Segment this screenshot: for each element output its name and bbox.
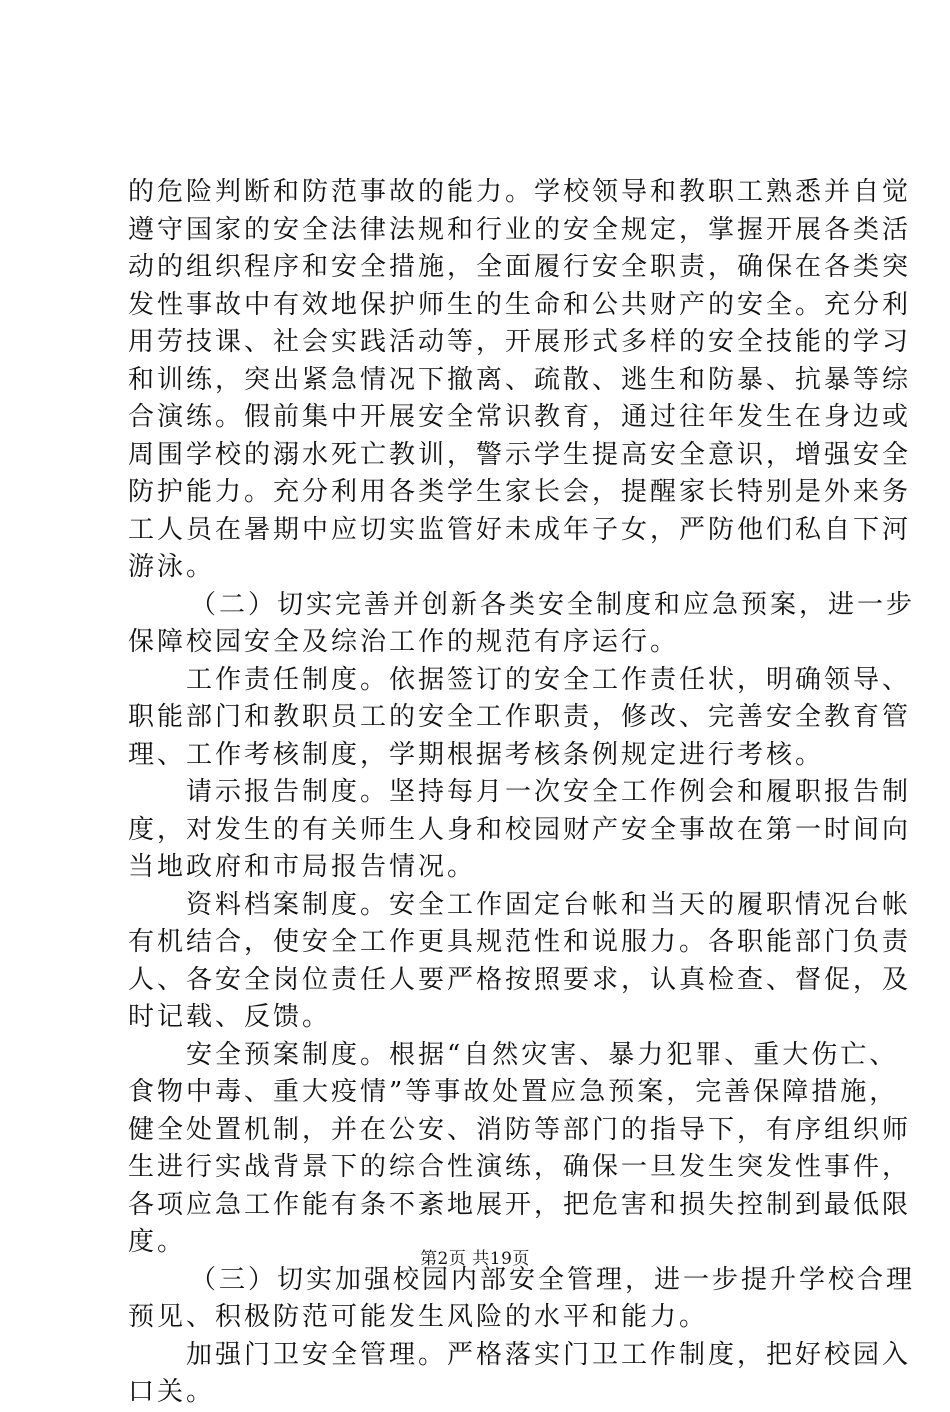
text-line: 度。 (128, 1227, 187, 1257)
text-line: 食物中毒、重大疫情”等事故处置应急预案，完善保障措施， (128, 1077, 899, 1107)
text-line: 资料档案制度。安全工作固定台帐和当天的履职情况台帐 (186, 889, 912, 920)
text-line: 防护能力。充分利用各类学生家长会，提醒家长特别是外来务 (128, 477, 912, 507)
text-line: 和训练，突出紧急情况下撤离、疏散、逃生和防暴、抗暴等综 (128, 364, 912, 395)
text-line: 的危险判断和防范事故的能力。学校领导和教职工熟悉并自觉 (128, 177, 912, 207)
text-line: 有机结合，使安全工作更具规范性和说服力。各职能部门负责 (128, 927, 912, 957)
text-line: 周围学校的溺水死亡教训，警示学生提高安全意识，增强安全 (128, 439, 912, 470)
text-line: 理、工作考核制度，学期根据考核条例规定进行考核。 (128, 739, 825, 770)
text-line: 度，对发生的有关师生人身和校园财产安全事故在第一时间向 (128, 814, 912, 845)
text-line: 合演练。假前集中开展安全常识教育，通过往年发生在身边或 (128, 402, 912, 432)
text-line: 游泳。 (128, 552, 216, 582)
text-line: 生进行实战背景下的综合性演练，确保一旦发生突发性事件， (128, 1152, 912, 1182)
text-line: 时记载、反馈。 (128, 1002, 332, 1032)
text-line: 口关。 (128, 1377, 216, 1407)
text-line: 动的组织程序和安全措施，全面履行安全职责，确保在各类突 (128, 252, 912, 282)
text-line: 预见、积极防范可能发生风险的水平和能力。 (128, 1302, 709, 1332)
text-line: 当地政府和市局报告情况。 (128, 852, 477, 882)
text-line: 工人员在暑期中应切实监管好未成年子女，严防他们私自下河 (128, 514, 912, 545)
text-line: 遵守国家的安全法律法规和行业的安全规定，掌握开展各类活 (128, 214, 912, 245)
text-line: 职能部门和教职员工的安全工作职责，修改、完善安全教育管 (128, 702, 912, 732)
document-body (128, 174, 916, 1412)
page-number-footer: 第2页 共19页 (420, 1249, 530, 1269)
text-line: （二）切实完善并创新各类安全制度和应急预案，进一步 (190, 589, 916, 620)
text-line: 保障校园安全及综治工作的规范有序运行。 (128, 627, 680, 657)
text-line: 人、各安全岗位责任人要严格按照要求，认真检查、督促，及 (128, 964, 912, 995)
text-line: 工作责任制度。依据签订的安全工作责任状，明确领导、 (186, 664, 912, 695)
text-line: 用劳技课、社会实践活动等，开展形式多样的安全技能的学习 (128, 327, 912, 357)
text-line: 加强门卫安全管理。严格落实门卫工作制度，把好校园入 (186, 1339, 912, 1370)
text-line: 健全处置机制，并在公安、消防等部门的指导下，有序组织师 (128, 1114, 912, 1145)
text-line: 安全预案制度。根据“自然灾害、暴力犯罪、重大伤亡、 (186, 1039, 899, 1070)
text-line: （三）切实加强校园内部安全管理，进一步提升学校合理 (190, 1264, 916, 1295)
text-line: 请示报告制度。坚持每月一次安全工作例会和履职报告制 (186, 777, 912, 807)
text-line: 发性事故中有效地保护师生的生命和公共财产的安全。充分利 (128, 289, 912, 320)
text-line: 各项应急工作能有条不紊地展开，把危害和损失控制到最低限 (128, 1189, 912, 1220)
